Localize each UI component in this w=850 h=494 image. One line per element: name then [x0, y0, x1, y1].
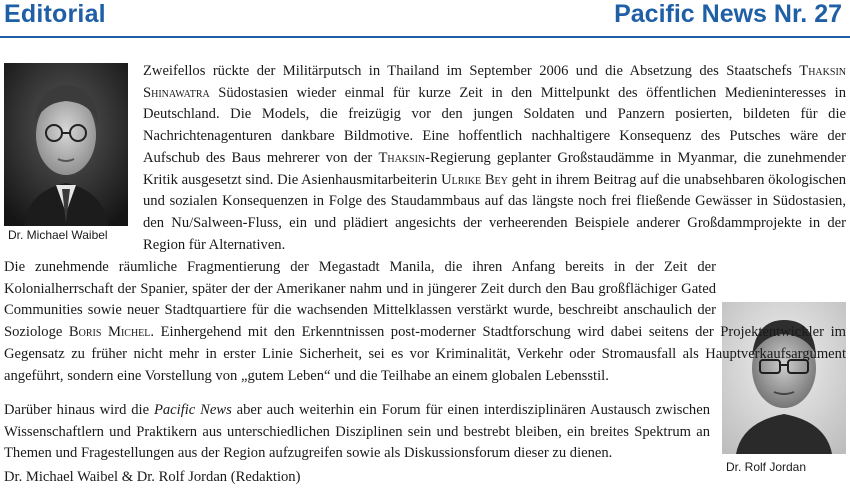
page-header [0, 0, 850, 38]
issue-title: Pacific News Nr. 27 [614, 0, 842, 28]
photo-caption-2: Dr. Rolf Jordan [726, 460, 807, 474]
person-name: Boris Michel [68, 324, 151, 341]
person-name: Thaksin [378, 149, 426, 166]
journal-name: Pacific News [153, 402, 232, 418]
paragraph-1: Zweifellos rückte der Militärputsch in Thailand im September 2006 und die Absetzung des Staatschefs Thaksin Shinawatra Südostasien wieder einmal für kurze Zeit in den Mittelpunkt des öffentlichen Medieninteresses in Deutschland. Die Models, die freizügig vor den jungen Soldaten und Panzern posierten, bildeten für die Nachrichtenagenturen dankbare Bildmotive. Eine hoffentlich nachhaltigere Konsequenz des Putsches wäre der Aufschub des Baus mehrerer von der Thaksin-Regierung geplanter Großstaudämme in Myanmar, die zunehmender Kritik ausgesetzt sind. Die Asienhausmitarbeiterin Ulrike Bey geht in ihrem Beitrag auf die unabsehbaren ökologischen und sozialen Konsequenzen in Folge des Staudammbaus auf das längste noch frei fließende Gewässer in Südostasien, den Nu/Salween-Fluss, ein und plädiert angesichts der verheerenden Beispiele anderer Großdammprojekte in der Region für Alternativen. [143, 63, 846, 253]
section-title: Editorial [4, 0, 106, 28]
paragraph-3: Darüber hinaus wird die Pacific News aber auch weiterhin ein Forum für einen interdisziplinären Austausch zwischen Wissenschaftlern und Praktikern aus unterschiedlichen Disziplinen sein und bestrebt bleiben, ein breites Spektrum an Themen und Fragestellungen aus der Region aufzugreifen sowie als Diskussionsforum dieser zu dienen. [4, 402, 710, 462]
header-rule [0, 36, 850, 38]
paragraph-2: Die zunehmende räumliche Fragmentierung der Megastadt Manila, die ihren Anfang bereits in der Zeit der Kolonialherrschaft der Spanier, später der der Amerikaner nahm und in jüngerer Zeit durch den Bau großflächiger Gated Communities sowie neuer Stadtquartiere für die wachsenden Mittelklassen verstärkt wurde, beschreibt anschaulich der Soziologe Boris Michel. Einhergehend mit den Erkenntnissen post-moderner Stadtforschung wird dabei seitens der Projektentwickler im Gegensatz zu früher nicht mehr in erster Linie Sicherheit, sei es vor Kriminalität, Verkehr oder Stromausfall als Hauptverkaufsargument angeführt, sondern eine Vorstellung von „gutem Leben“ und die Teilhabe an einem globalen Lebensstil. [4, 259, 846, 384]
signature: Dr. Michael Waibel & Dr. Rolf Jordan (Redaktion) [4, 469, 301, 485]
portrait-photo-1 [4, 63, 128, 226]
person-name: Thaksin Shinawatra [143, 63, 846, 101]
photo-caption-1: Dr. Michael Waibel [8, 228, 108, 242]
person-name: Ulrike Bey [441, 171, 508, 188]
